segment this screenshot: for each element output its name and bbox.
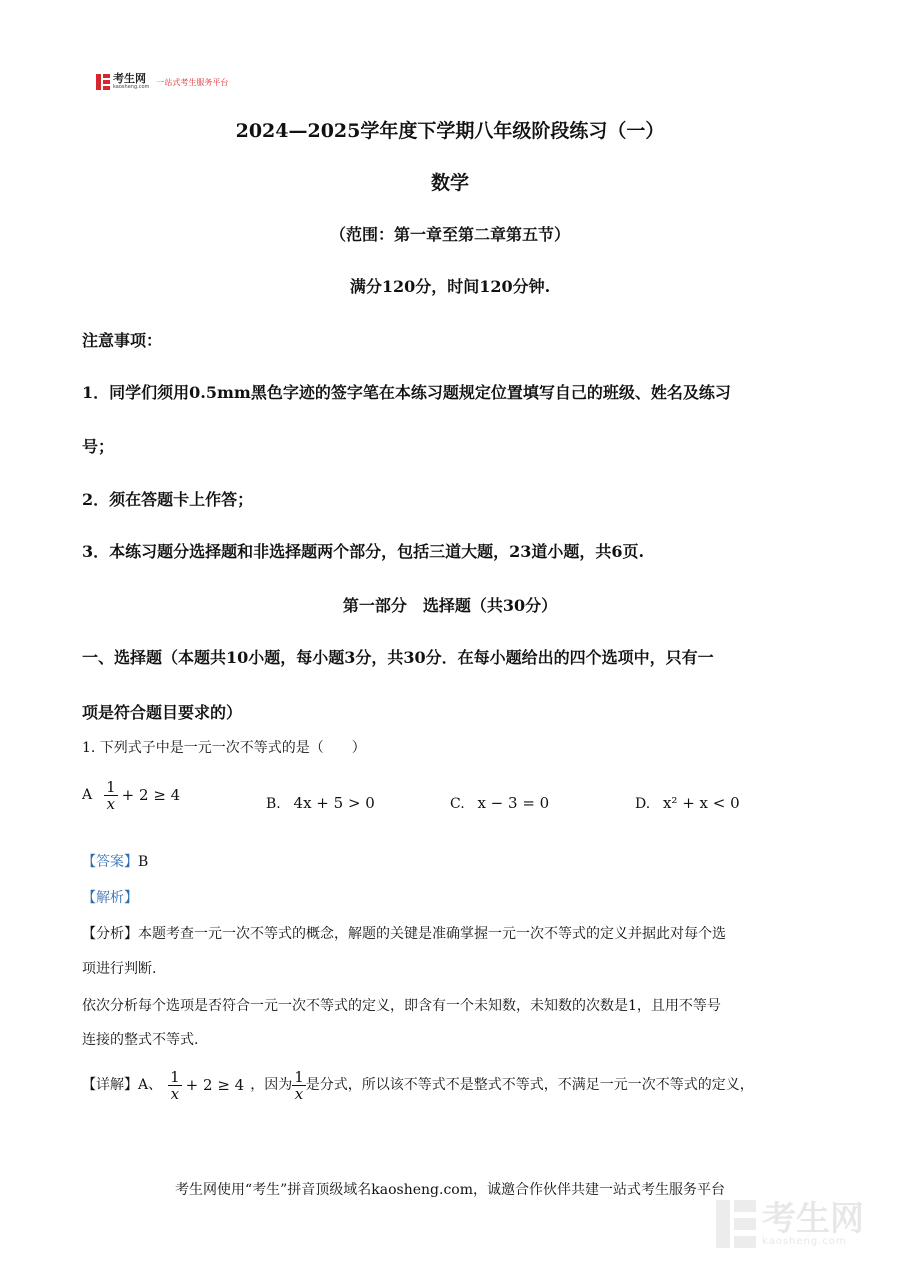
watermark-logo: [716, 1200, 864, 1248]
answer-value: B: [138, 854, 149, 870]
detail-tag: 【详解】: [82, 1077, 138, 1093]
site-logo: [96, 72, 228, 92]
notes-heading: 注意事项：: [82, 331, 163, 350]
option-d: [635, 794, 740, 812]
detail-fraction-1: [168, 1069, 182, 1102]
option-b-label: B.: [266, 796, 281, 812]
detail-numerator-2: 1: [294, 1067, 304, 1086]
detail-denominator-2: x: [294, 1084, 304, 1103]
answer-tag: 【答案】: [82, 854, 138, 870]
option-b-expr: 4x + 5 > 0: [293, 794, 375, 812]
doc-scope: （范围：第一章至第二章第五节）: [329, 225, 570, 244]
fenxi-tag: 【分析】: [82, 926, 138, 942]
watermark-icon: [716, 1200, 756, 1248]
option-d-expr: x² + x < 0: [662, 794, 740, 812]
detail-fraction-2: [292, 1069, 306, 1102]
option-a-rest: + 2 ≥ 4: [121, 786, 181, 804]
detail-denominator-1: x: [170, 1084, 180, 1103]
analysis-tag: 【解析】: [82, 890, 138, 906]
watermark-domain: kaosheng.com: [762, 1235, 847, 1247]
option-c-expr: x − 3 = 0: [477, 794, 550, 812]
detail-end: 是分式，所以该不等式不是整式不等式，不满足一元一次不等式的定义，: [305, 1077, 754, 1093]
option-a-numerator: 1: [106, 777, 116, 796]
note-item-3: 3．本练习题分选择题和非选择题两个部分，包括三道大题，23道小题，共6页.: [82, 542, 645, 561]
score-time: 满分120分，时间120分钟.: [349, 277, 551, 296]
doc-title: 2024—2025学年度下学期八年级阶段练习（一）: [235, 120, 665, 142]
section-instructions-cont: 项是符合题目要求的）: [82, 703, 243, 722]
note-item-2: 2．须在答题卡上作答；: [82, 490, 254, 509]
detail-a: A、: [138, 1077, 163, 1093]
detail-rest: + 2 ≥ 4: [185, 1076, 245, 1094]
option-c-label: C.: [450, 796, 465, 812]
logo-domain: kaosheng.com: [113, 84, 150, 90]
doc-subject: 数学: [430, 172, 469, 194]
option-d-label: D.: [635, 796, 651, 812]
logo-slogan: 一站式考生服务平台: [156, 77, 229, 87]
watermark-name: 考生网: [762, 1198, 864, 1239]
option-a: [82, 772, 180, 818]
fenxi-line-1: [82, 923, 822, 945]
option-a-fraction: [104, 779, 118, 812]
option-c: [450, 794, 549, 812]
note-item-1-cont: 号；: [82, 437, 115, 456]
option-b: [266, 794, 375, 812]
analysis-para-line-2: 连接的整式不等式.: [82, 1032, 199, 1048]
note-item-1: 1．同学们须用0.5mm黑色字迹的签字笔在本练习题规定位置填写自己的班级、姓名及练习: [82, 383, 731, 402]
answer-line: [82, 851, 148, 873]
option-a-label: A: [82, 787, 93, 803]
question-1-stem: 1. 下列式子中是一元一次不等式的是（ ）: [82, 740, 366, 756]
detail-numerator-1: 1: [170, 1067, 180, 1086]
part1-heading: 第一部分 选择题（共30分）: [342, 596, 558, 615]
footer-text: 考生网使用“考生”拼音顶级域名kaosheng.com，诚邀合作伙伴共建一站式考生服务平台: [174, 1182, 726, 1198]
logo-icon: [96, 74, 110, 90]
option-a-denominator: x: [106, 794, 116, 813]
fenxi-text: 本题考查一元一次不等式的概念，解题的关键是准确掌握一元一次不等式的定义并据此对每个选: [138, 926, 726, 942]
fenxi-line-2: 项进行判断.: [82, 961, 157, 977]
logo-name: 考生网: [113, 72, 146, 85]
analysis-para-line-1: 依次分析每个选项是否符合一元一次不等式的定义，即含有一个未知数，未知数的次数是1，且用不等号: [82, 998, 721, 1014]
detail-line: [82, 1060, 754, 1110]
section-instructions: 一、选择题（本题共10小题，每小题3分，共30分．在每小题给出的四个选项中，只有一: [82, 648, 714, 667]
detail-mid: ，因为: [250, 1077, 293, 1093]
